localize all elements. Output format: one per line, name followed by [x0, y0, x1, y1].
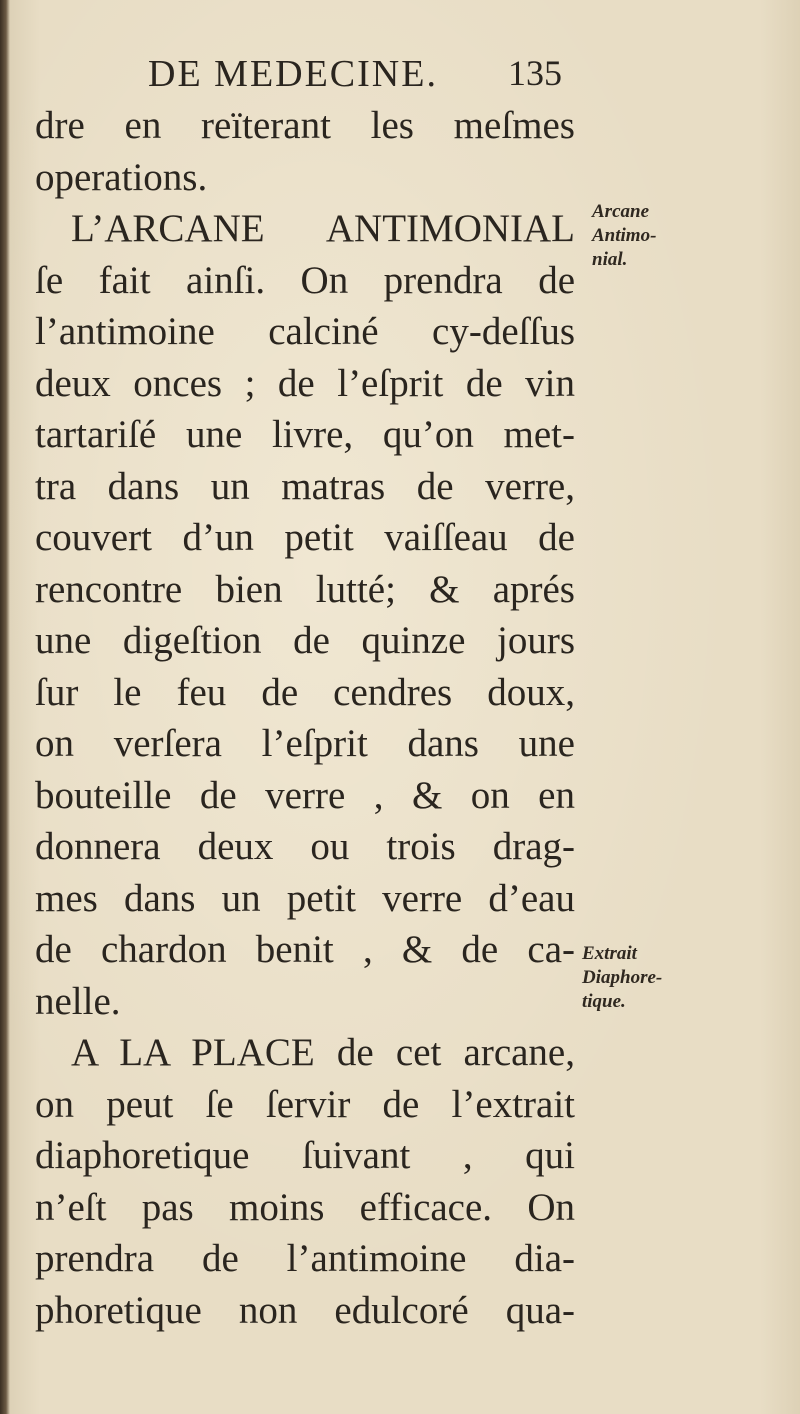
text-line: ſe fait ainſi. On prendra de [35, 258, 575, 302]
margin-note-line: Arcane [592, 201, 649, 222]
text-line: couvert d’un petit vaiſſeau de [35, 516, 575, 559]
page-number: 135 [508, 53, 562, 93]
margin-note-line: tique. [582, 991, 626, 1012]
text-line: on peut ſe ſervir de l’extrait [35, 1082, 575, 1126]
text-line: bouteille de verre , & on en [35, 773, 575, 817]
text-line: tra dans un matras de verre, [35, 464, 575, 508]
margin-note-line: nial. [592, 249, 628, 270]
text-line: prendra de l’antimoine dia- [35, 1237, 575, 1280]
text-line: donnera deux ou trois drag- [35, 825, 575, 868]
margin-note-line: Antimo- [592, 225, 657, 246]
text-line: une digeſtion de quinze jours [35, 619, 575, 662]
text-line: phoretique non edulcoré qua- [35, 1288, 575, 1332]
margin-note-extrait [582, 942, 662, 1014]
text-line: n’eſt pas moins efficace. On [35, 1185, 575, 1229]
text-line: diaphoretique ſuivant , qui [35, 1134, 575, 1177]
text-line: rencontre bien lutté; & aprés [35, 567, 575, 611]
margin-note-line: Extrait [582, 943, 637, 964]
margin-note-arcane [592, 200, 656, 272]
text-line: l’antimoine calciné cy-deſſus [35, 310, 575, 353]
text-line: mes dans un petit verre d’eau [35, 876, 575, 920]
text-line: nelle. [35, 979, 121, 1023]
text-line: operations. [35, 155, 208, 199]
body-text [35, 100, 575, 1336]
text-line: de chardon benit , & de ca- [35, 928, 575, 971]
text-line: on verſera l’eſprit dans une [35, 722, 575, 765]
text-line: deux onces ; de l’eſprit de vin [35, 361, 575, 405]
text-line: L’ARCANE ANTIMONIAL [71, 207, 575, 250]
text-line: tartariſé une livre, qu’on met- [35, 413, 575, 456]
text-line: A LA PLACE de cet arcane, [71, 1031, 575, 1074]
margin-note-line: Diaphore- [582, 967, 663, 988]
running-title: DE MEDECINE. [148, 53, 438, 95]
binding-gutter [0, 0, 10, 1414]
text-line: ſur le feu de cendres doux, [35, 670, 575, 714]
text-line: dre en reïterant les meſmes [35, 104, 575, 147]
